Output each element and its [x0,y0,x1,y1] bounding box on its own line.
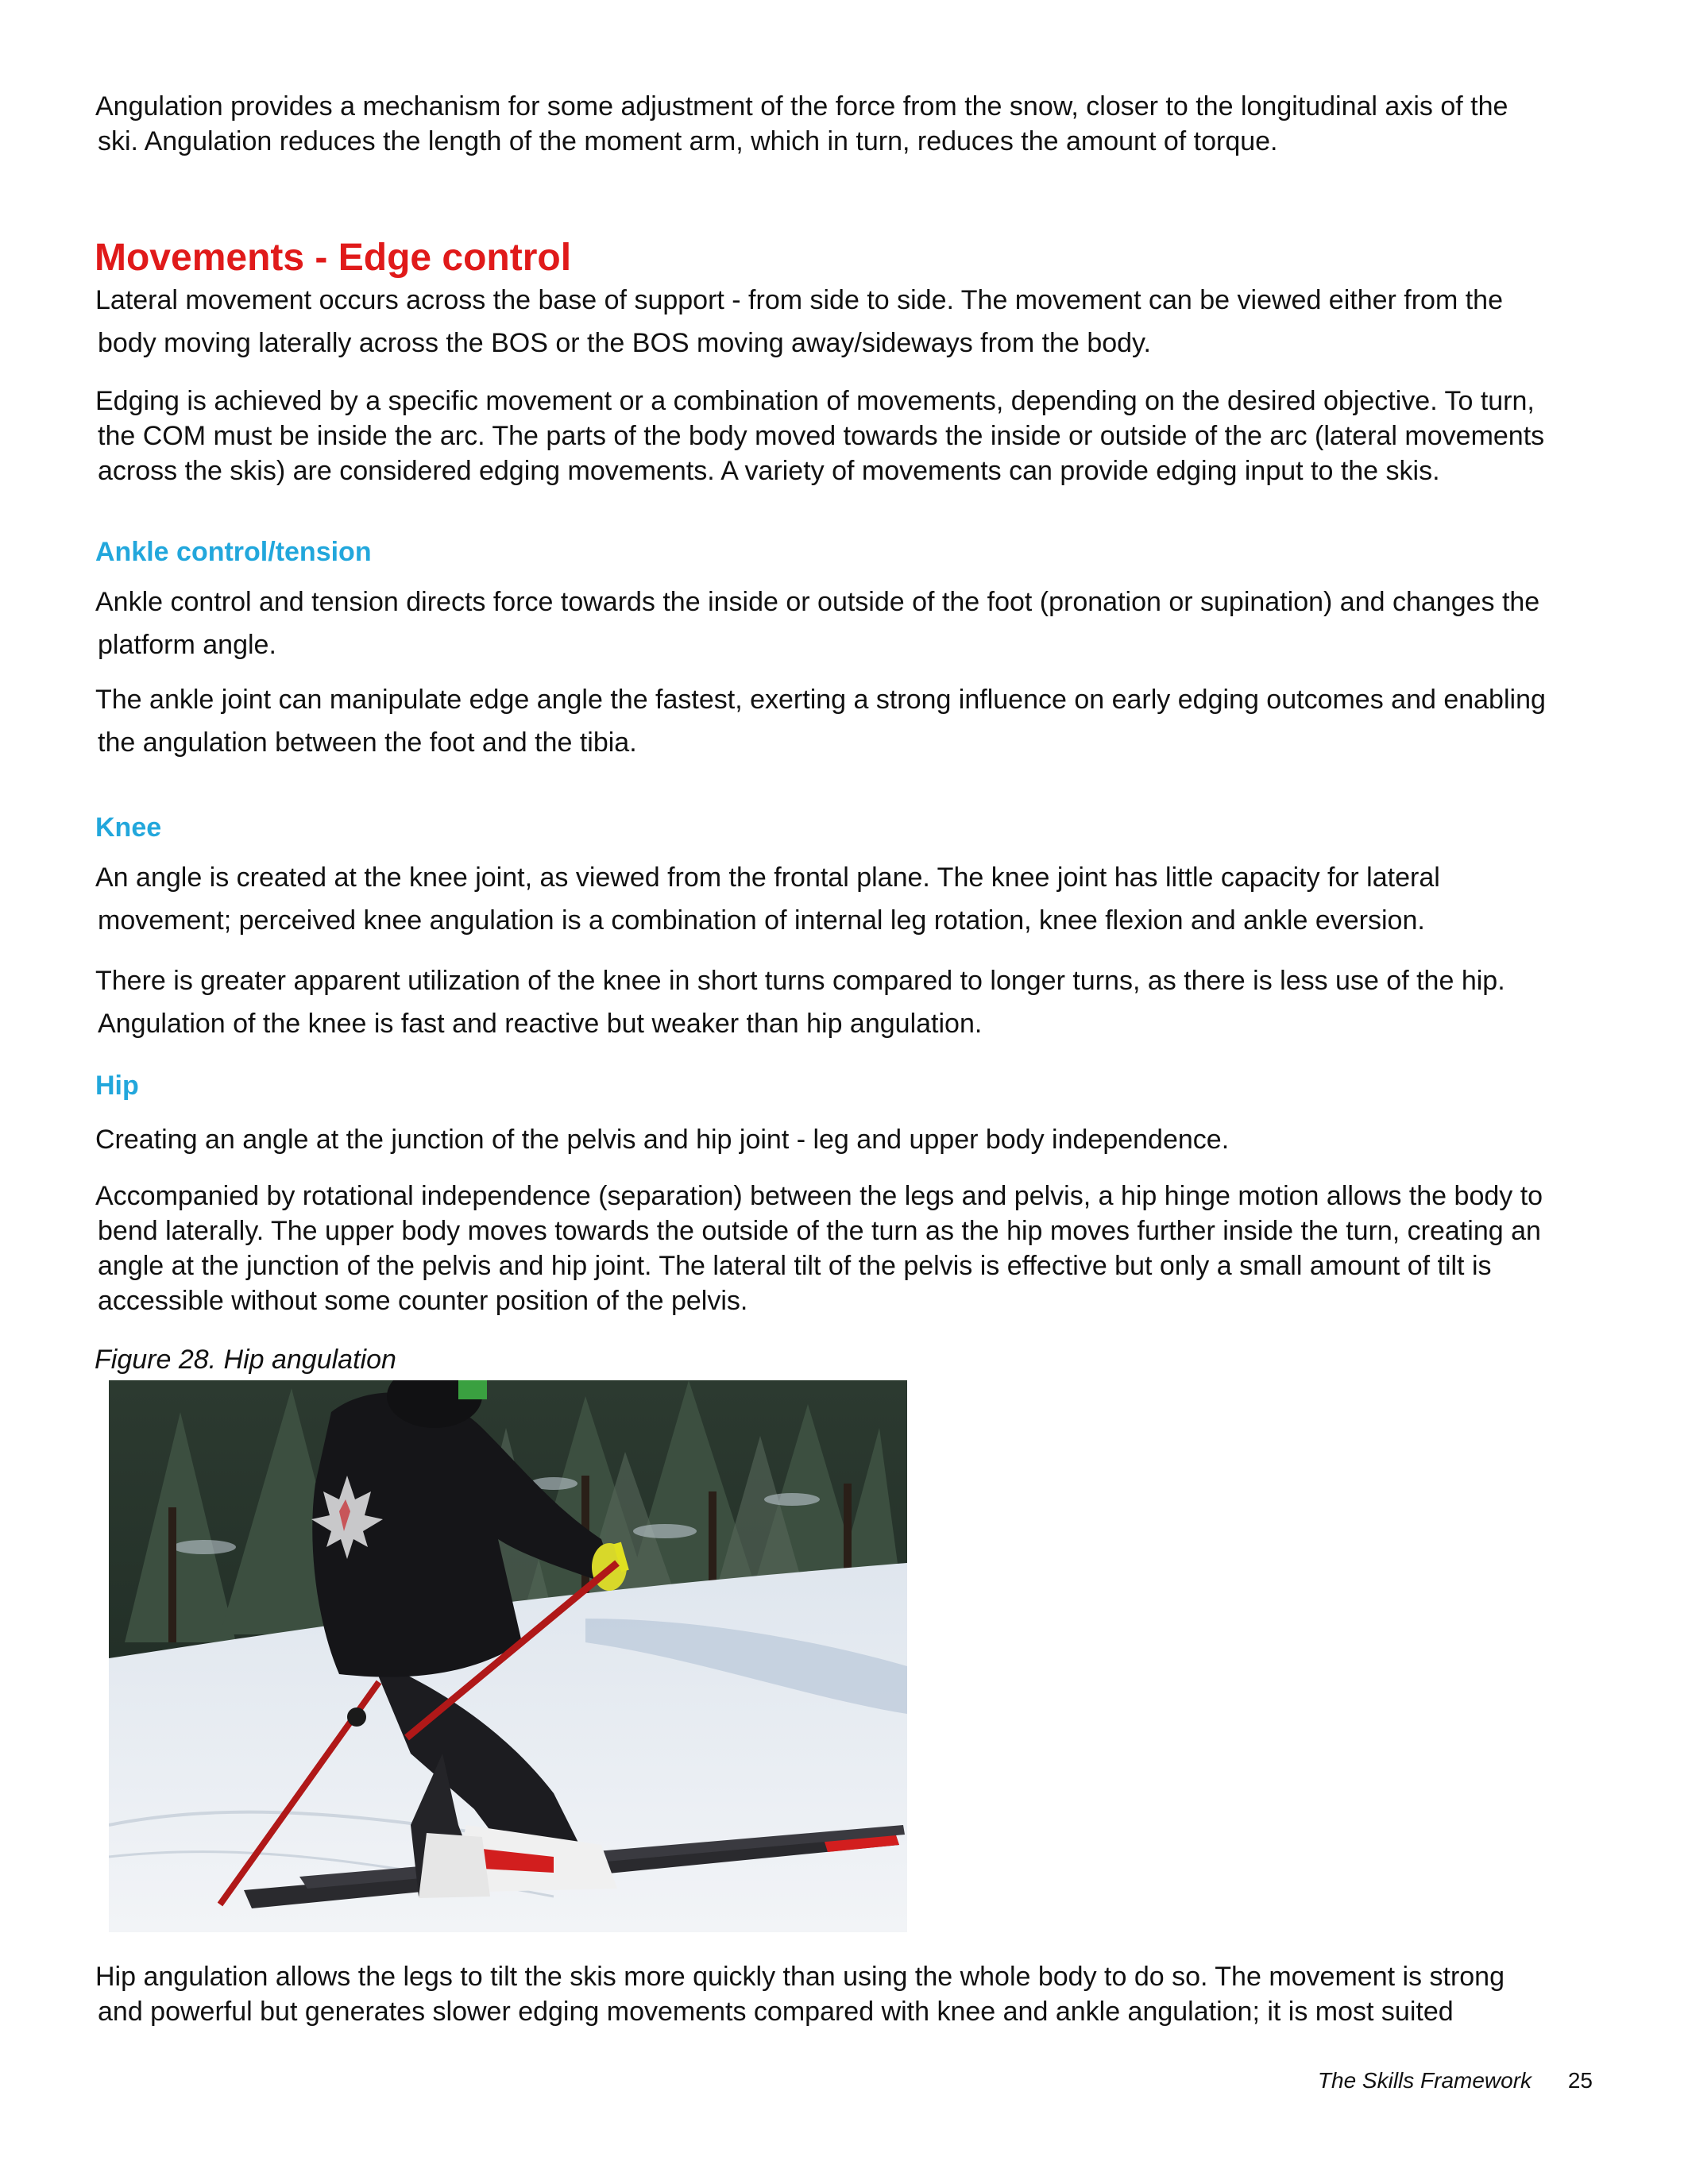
text-line: Accompanied by rotational independence (separation) between the legs and pelvis, a hip hinge motion allows the body to [95,1181,1543,1211]
text-line: angle at the junction of the pelvis and hip joint. The lateral tilt of the pelvis is effective but only a small amount of tilt is [98,1251,1492,1281]
text-line: the COM must be inside the arc. The parts of the body moved towards the inside or outside of the arc (lateral movements [98,421,1545,451]
text-line: The ankle joint can manipulate edge angle the fastest, exerting a strong influence on early edging outcomes and enabling [95,685,1546,715]
ankle-paragraph-2 [95,682,1597,760]
text-line: ski. Angulation reduces the length of the moment arm, which in turn, reduces the amount of torque. [98,126,1278,156]
text-line: Hip angulation allows the legs to tilt the skis more quickly than using the whole body to do so. The movement is strong [95,1962,1505,1992]
text-line: Angulation provides a mechanism for some adjustment of the force from the snow, closer to the longitudinal axis of the [95,91,1508,122]
text-line: platform angle. [98,630,276,660]
section-heading: Movements - Edge control [95,237,572,279]
ankle-heading: Ankle control/tension [95,537,372,567]
edge-control-paragraph-2 [95,384,1597,488]
text-line: the angulation between the foot and the tibia. [98,727,637,758]
knee-paragraph-1 [95,860,1597,938]
text-line: across the skis) are considered edging movements. A variety of movements can provide edging input to the skis. [98,456,1440,486]
hip-paragraph-2 [95,1179,1597,1318]
page-footer [1318,2066,1593,2095]
page-number: 25 [1567,2068,1593,2093]
text-line: Ankle control and tension directs force towards the inside or outside of the foot (pronation or supination) and changes the [95,587,1540,617]
figure-caption: Figure 28. Hip angulation [95,1345,396,1375]
text-line: Angulation of the knee is fast and reactive but weaker than hip angulation. [98,1009,983,1039]
text-line: An angle is created at the knee joint, as viewed from the frontal plane. The knee joint has little capacity for lateral [95,862,1440,893]
skier-photo [109,1380,907,1932]
hip-heading: Hip [95,1071,139,1101]
hip-paragraph-1 [95,1122,1597,1157]
knee-paragraph-2 [95,963,1597,1041]
text-line: Creating an angle at the junction of the pelvis and hip joint - leg and upper body independence. [95,1125,1230,1155]
knee-heading: Knee [95,812,162,843]
text-line: and powerful but generates slower edging movements compared with knee and ankle angulation; it is most suited [98,1997,1454,2027]
edge-control-paragraph-1 [95,283,1597,361]
text-line: Edging is achieved by a specific movement or a combination of movements, depending on the desired objective. To turn, [95,386,1535,416]
text-line: There is greater apparent utilization of the knee in short turns compared to longer turns, as there is less use of the hip. [95,966,1505,996]
intro-paragraph [95,89,1597,159]
text-line: accessible without some counter position of the pelvis. [98,1286,748,1316]
text-line: bend laterally. The upper body moves towards the outside of the turn as the hip moves further inside the turn, creating an [98,1216,1541,1246]
text-line: Lateral movement occurs across the base of support - from side to side. The movement can be viewed either from the [95,285,1504,315]
text-line: movement; perceived knee angulation is a combination of internal leg rotation, knee flexion and ankle eversion. [98,905,1425,936]
ankle-paragraph-1 [95,585,1597,662]
closing-paragraph [95,1959,1597,2029]
text-line: body moving laterally across the BOS or the BOS moving away/sideways from the body. [98,328,1151,358]
footer-doc-title: The Skills Framework [1317,2068,1532,2093]
